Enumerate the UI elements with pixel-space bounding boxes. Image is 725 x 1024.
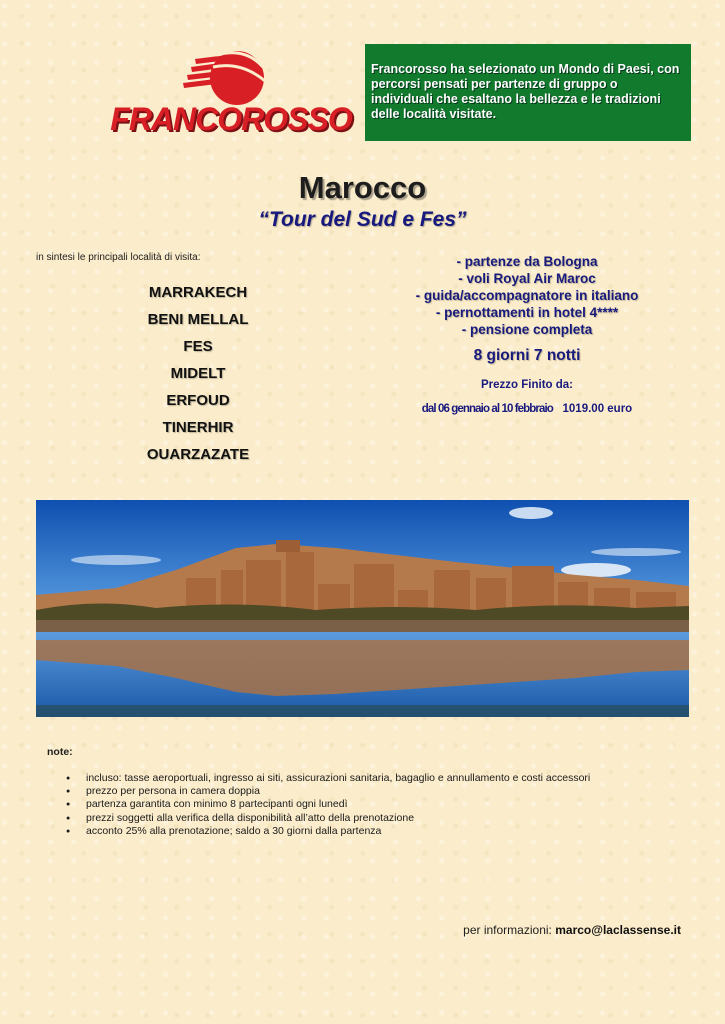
- trip-duration: 8 giorni 7 notti: [473, 347, 581, 364]
- place-item: TINERHIR: [162, 419, 234, 436]
- note-item: ● acconto 25% alla prenotazione; saldo a 30 giorni dalla partenza: [66, 825, 686, 838]
- features-list: [372, 253, 682, 338]
- intro-box: [365, 44, 691, 141]
- price-dates: dal 06 gennaio al 10 febbraio: [421, 403, 553, 415]
- feature-item: - pensione completa: [461, 322, 593, 337]
- place-item: BENI MELLAL: [147, 311, 249, 328]
- places-intro: in sintesi le principali località di visita:: [36, 252, 201, 263]
- logo-wordmark: FRANCOROSSO: [110, 101, 352, 137]
- note-item: ● incluso: tasse aeroportuali, ingresso ai siti, assicurazioni sanitaria, bagaglio e annullamento e costi accessori: [66, 772, 686, 785]
- intro-box-text: Francorosso ha selezionato un Mondo di Paesi, con percorsi pensati per partenze di gruppo o individuali che esaltano la bellezza e le tradizioni delle località visitate.: [371, 62, 680, 121]
- kasbah-landscape-image: [36, 500, 689, 717]
- feature-item: - guida/accompagnatore in italiano: [415, 288, 639, 303]
- price-label: Prezzo Finito da:: [481, 379, 573, 391]
- note-item: ● prezzi soggetti alla verifica della disponibilità all’atto della prenotazione: [66, 812, 686, 825]
- notes-list: [66, 772, 686, 838]
- place-item: ERFOUD: [166, 392, 230, 409]
- notes-heading: note:: [47, 746, 73, 758]
- price-amount: 1019.00 euro: [562, 403, 633, 415]
- feature-item: - pernottamenti in hotel 4****: [435, 305, 619, 320]
- places-list: [100, 284, 296, 473]
- feature-item: - voli Royal Air Maroc: [458, 271, 596, 286]
- note-item: ● partenza garantita con minimo 8 partecipanti ogni lunedì: [66, 798, 686, 811]
- place-item: MARRAKECH: [148, 284, 248, 301]
- price-line: [372, 403, 682, 415]
- place-item: OUARZAZATE: [146, 446, 250, 463]
- page-subtitle: “Tour del Sud e Fes”: [258, 208, 467, 231]
- contact-label: per informazioni:: [463, 923, 552, 937]
- contact-email-link[interactable]: marco@laclassense.it: [555, 923, 681, 937]
- contact-line: [463, 923, 681, 937]
- feature-item: - partenze da Bologna: [456, 254, 598, 269]
- kasbah-photo: [36, 500, 689, 717]
- page-title: Marocco: [298, 170, 427, 205]
- place-item: FES: [183, 338, 213, 355]
- place-item: MIDELT: [170, 365, 226, 382]
- note-item: ● prezzo per persona in camera doppia: [66, 785, 686, 798]
